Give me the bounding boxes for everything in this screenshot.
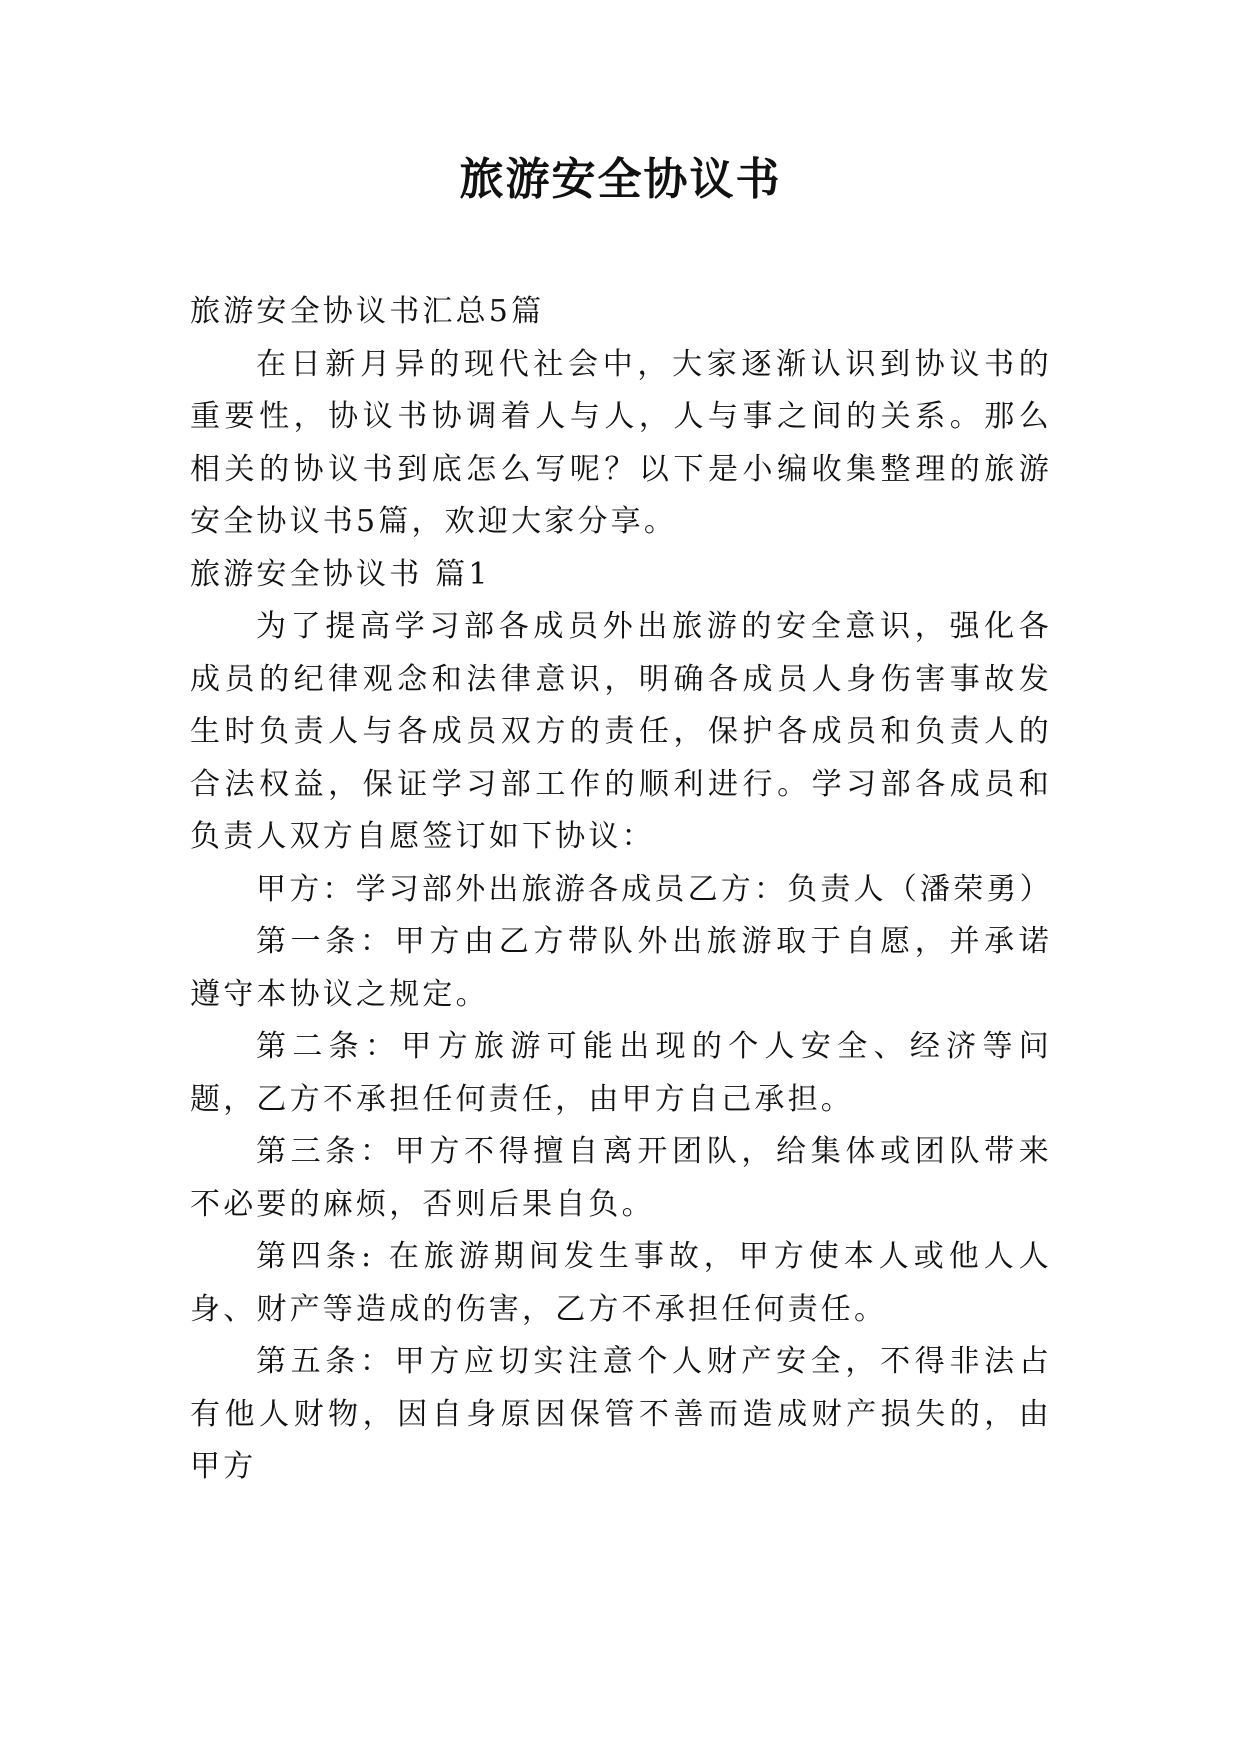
- subtitle-paragraph: 旅游安全协议书汇总5篇: [190, 294, 545, 329]
- article-5-paragraph: 第五条：甲方应切实注意个人财产安全，不得非法占有他人财物，因自身原因保管不善而造成财产损失的，由甲方: [190, 1344, 1052, 1484]
- preamble-paragraph: 为了提高学习部各成员外出旅游的安全意识，强化各成员的纪律观念和法律意识，明确各成员人身伤害事故发生时负责人与各成员双方的责任，保护各成员和负责人的合法权益，保证学习部工作的顺利进行。学习部各成员和负责人双方自愿签订如下协议：: [190, 609, 1052, 854]
- section-heading: 旅游安全协议书 篇1: [190, 556, 491, 592]
- article-4-paragraph: 第四条: 在旅游期间发生事故，甲方使本人或他人人身、财产等造成的伤害，乙方不承担任何责任。: [190, 1239, 1052, 1327]
- document-body: [190, 286, 1052, 1494]
- article-3-paragraph: 第三条：甲方不得擅自离开团队，给集体或团队带来不必要的麻烦，否则后果自负。: [190, 1134, 1052, 1222]
- parties-paragraph: 甲方：学习部外出旅游各成员乙方：负责人（潘荣勇）: [256, 871, 1053, 907]
- article-2-paragraph: 第二条：甲方旅游可能出现的个人安全、经济等问题，乙方不承担任何责任，由甲方自己承担。: [190, 1029, 1052, 1117]
- article-1-paragraph: 第一条：甲方由乙方带队外出旅游取于自愿，并承诺遵守本协议之规定。: [190, 924, 1052, 1012]
- intro-paragraph: 在日新月异的现代社会中，大家逐渐认识到协议书的重要性，协议书协调着人与人，人与事之间的关系。那么相关的协议书到底怎么写呢？以下是小编收集整理的旅游安全协议书5篇，欢迎大家分享。: [190, 346, 1052, 539]
- document-title: 旅游安全协议书: [459, 154, 782, 205]
